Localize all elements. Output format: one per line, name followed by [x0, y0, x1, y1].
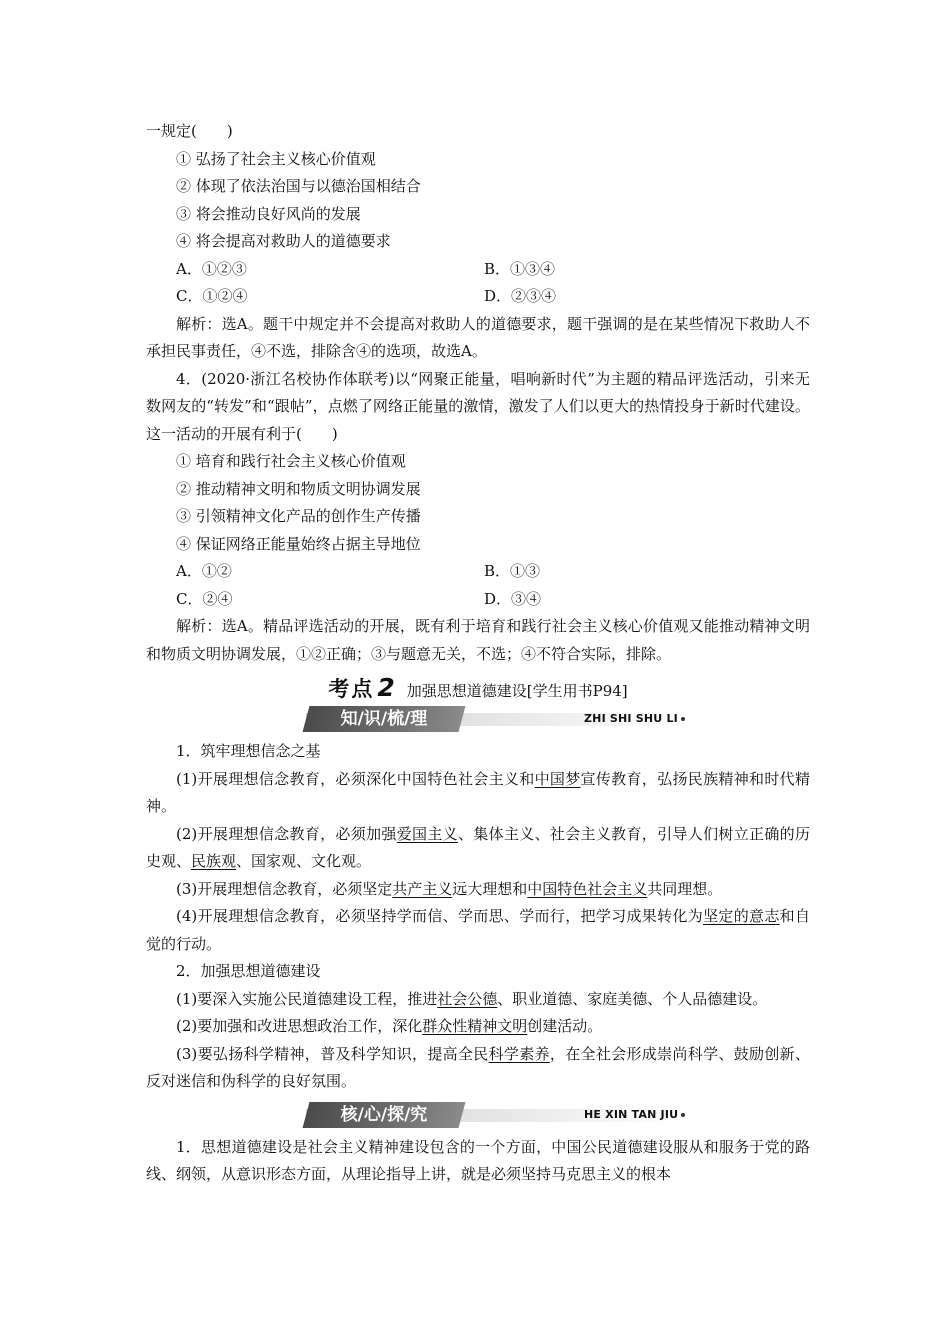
q3-analysis: 解析：选A。题干中规定并不会提高对救助人的道德要求，题干强调的是在某些情况下救助人不承担民事责任，④不选，排除含④的选项，故选A。 [146, 314, 810, 360]
dot-icon [681, 1113, 685, 1117]
section2-p1: (1)要深入实施公民道德建设工程，推进社会公德、职业道德、家庭美德、个人品德建设。 [176, 989, 768, 1008]
q3-options-row [146, 283, 810, 311]
section2-p2: (2)要加强和改进思想政治工作，深化群众性精神文明创建活动。 [176, 1017, 603, 1035]
q3-option-c: C．①②④ [176, 287, 248, 305]
banner-title: 知/识/梳/理 [340, 709, 428, 729]
q4-option-b: B．①③ [484, 562, 541, 580]
kaodian-label: 考点 2 [328, 673, 397, 702]
banner-pinyin: HE XIN TAN JIU [584, 1108, 685, 1121]
section1-p4: (4)开展理想信念教育，必须坚持学而信、学而思、学而行，把学习成果转化为坚定的意志和自觉的行动。 [146, 907, 810, 953]
section1-p1: (1)开展理想信念教育，必须深化中国特色社会主义和中国梦宣传教育，弘扬民族精神和时代精神。 [146, 769, 811, 815]
document-page [146, 118, 810, 1189]
q4-option-d: D．③④ [484, 589, 542, 608]
q3-option-b: B．①③④ [484, 259, 556, 278]
q3-item: ④ 将会提高对救助人的道德要求 [176, 232, 391, 250]
q4-option-c: C．②④ [176, 589, 233, 608]
section-banner-hexin [146, 1102, 810, 1128]
section2-heading: 2．加强思想道德建设 [176, 962, 321, 980]
q4-item: ② 推动精神文明和物质文明协调发展 [176, 479, 421, 498]
q4-options-row [146, 586, 810, 614]
q4-stem: 4．(2020·浙江名校协作体联考)以“网聚正能量，唱响新时代”为主题的精品评选活动，引来无数网友的“转发”和“跟帖”，点燃了网络正能量的激情，激发了人们以更大的热情投身于新时代建设。这一活动的开展有利于( ) [146, 369, 810, 443]
section-banner-zhishi [146, 706, 810, 732]
q3-item: ② 体现了依法治国与以德治国相结合 [176, 177, 421, 195]
section2-p3: (3)要弘扬科学精神，普及科学知识，提高全民科学素养，在全社会形成崇尚科学、鼓励创新、反对迷信和伪科学的良好氛围。 [146, 1044, 810, 1090]
kaodian-heading [146, 672, 810, 704]
q3-option-a: A．①②③ [176, 259, 247, 278]
q3-option-d: D．②③④ [484, 287, 557, 305]
dot-icon [681, 717, 685, 721]
section1-p2: (2)开展理想信念教育，必须加强爱国主义、集体主义、社会主义教育，引导人们树立正确的历史观、民族观、国家观、文化观。 [146, 824, 810, 870]
q4-options-row [146, 558, 810, 586]
kaodian-title: 加强思想道德建设[学生用书P94] [406, 682, 628, 700]
q3-stem-tail: 一规定( ) [146, 122, 233, 140]
q4-analysis: 解析：选A。精品评选活动的开展，既有利于培育和践行社会主义核心价值观又能推动精神文明和物质文明协调发展，①②正确；③与题意无关，不选；④不符合实际，排除。 [146, 617, 810, 663]
q3-options-row [146, 256, 810, 284]
section3-p1: 1．思想道德建设是社会主义精神建设包含的一个方面，中国公民道德建设服从和服务于党的路线、纲领，从意识形态方面，从理论指导上讲，就是必须坚持马克思主义的根本 [146, 1137, 810, 1183]
q4-item: ① 培育和践行社会主义核心价值观 [176, 452, 406, 470]
q4-item: ④ 保证网络正能量始终占据主导地位 [176, 534, 421, 553]
section1-p3: (3)开展理想信念教育，必须坚定共产主义远大理想和中国特色社会主义共同理想。 [176, 879, 723, 898]
section1-heading: 1．筑牢理想信念之基 [176, 742, 321, 760]
q4-option-a: A．①② [176, 562, 232, 580]
q3-item: ③ 将会推动良好风尚的发展 [176, 204, 361, 223]
q4-item: ③ 引领精神文化产品的创作生产传播 [176, 507, 421, 525]
banner-pinyin: ZHI SHI SHU LI [584, 712, 685, 725]
q3-item: ① 弘扬了社会主义核心价值观 [176, 149, 376, 168]
banner-title: 核/心/探/究 [340, 1104, 428, 1125]
